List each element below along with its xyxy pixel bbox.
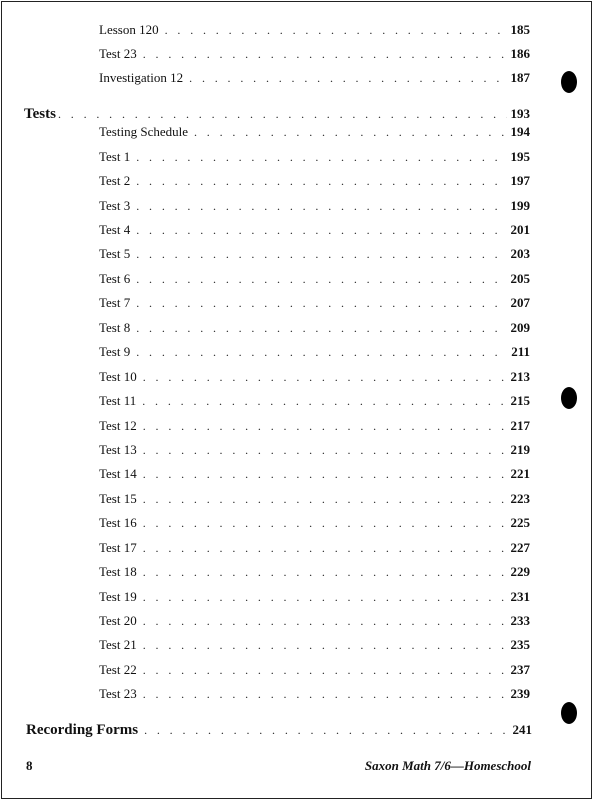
toc-entry-page: 223: [510, 491, 530, 506]
toc-entry-label: Test 16: [99, 515, 137, 530]
toc-entry-label: Test 4: [99, 222, 131, 237]
toc-section-page: 241: [512, 722, 532, 737]
toc-entry-page: 197: [510, 173, 530, 188]
toc-entry-page: 186: [510, 46, 530, 61]
dot-leader: [194, 125, 507, 140]
toc-entry-page: 237: [510, 662, 530, 677]
toc-entry-test-6: [99, 271, 530, 291]
dot-leader: [136, 199, 506, 214]
toc-entry-test-14: [99, 466, 530, 486]
toc-section-label: Recording Forms: [26, 722, 139, 738]
dot-leader: [143, 638, 507, 653]
footer-book-title: Saxon Math 7/6—Homeschool: [364, 758, 531, 773]
toc-entry-test-20: [99, 613, 530, 633]
toc-entry-page: 201: [510, 222, 530, 237]
dot-leader: [143, 467, 507, 482]
toc-entry-test-23-a: [99, 46, 530, 66]
toc-entry-test-2: [99, 173, 530, 193]
toc-entry-label: Test 15: [99, 491, 137, 506]
toc-entry-testing-schedule: [99, 124, 530, 144]
footer-page-number: 8: [26, 758, 33, 773]
toc-entry-test-16: [99, 515, 530, 535]
toc-section-label: Tests: [24, 106, 56, 122]
toc-entry-label: Lesson 120: [99, 22, 159, 37]
toc-entry-label: Test 18: [99, 564, 137, 579]
dot-leader: [136, 247, 506, 262]
toc-section-tests: [24, 106, 530, 126]
dot-leader: [142, 394, 506, 409]
toc-entry-test-11: [99, 393, 530, 413]
toc-entry-label: Test 22: [99, 662, 137, 677]
toc-entry-page: 194: [510, 124, 530, 139]
dot-leader: [143, 565, 507, 580]
dot-leader: [136, 223, 506, 238]
toc-entry-label: Test 8: [99, 320, 131, 335]
dot-leader: [136, 150, 506, 165]
toc-entry-page: 211: [511, 344, 530, 359]
toc-entry-test-4: [99, 222, 530, 242]
dot-leader: [136, 296, 506, 311]
toc-entry-page: 187: [510, 70, 530, 85]
dot-leader: [143, 687, 507, 702]
toc-entry-page: 209: [510, 320, 530, 335]
toc-entry-label: Test 21: [99, 637, 137, 652]
toc-entry-label: Test 2: [99, 173, 131, 188]
toc-entry-page: 217: [510, 418, 530, 433]
toc-entry-test-19: [99, 589, 530, 609]
toc-entry-label: Test 13: [99, 442, 137, 457]
toc-entry-test-13: [99, 442, 530, 462]
toc-entry-test-23-b: [99, 686, 530, 706]
toc-entry-test-8: [99, 320, 530, 340]
toc-entry-page: 235: [510, 637, 530, 652]
toc-entry-page: 215: [510, 393, 530, 408]
binder-hole-bottom: [561, 702, 577, 724]
toc-entry-label: Test 20: [99, 613, 137, 628]
toc-entry-label: Test 12: [99, 418, 137, 433]
toc-entry-investigation-12: [99, 70, 530, 90]
toc-entry-label: Test 3: [99, 198, 131, 213]
toc-entry-test-18: [99, 564, 530, 584]
toc-entry-page: 213: [510, 369, 530, 384]
toc-entry-page: 231: [510, 589, 530, 604]
toc-entry-page: 199: [510, 198, 530, 213]
toc-entry-label: Test 17: [99, 540, 137, 555]
toc-entry-test-21: [99, 637, 530, 657]
toc-entry-page: 229: [510, 564, 530, 579]
toc-entry-label: Investigation 12: [99, 70, 184, 85]
toc-entry-label: Test 5: [99, 246, 131, 261]
dot-leader: [136, 174, 506, 189]
toc-entry-page: 203: [510, 246, 530, 261]
toc-entry-label: Test 23: [99, 46, 137, 61]
dot-leader: [143, 443, 507, 458]
dot-leader: [144, 723, 508, 738]
dot-leader: [165, 23, 507, 38]
toc-entry-label: Testing Schedule: [99, 124, 188, 139]
toc-entry-page: 207: [510, 295, 530, 310]
toc-entry-label: Test 7: [99, 295, 131, 310]
dot-leader: [143, 370, 507, 385]
toc-entry-page: 239: [510, 686, 530, 701]
dot-leader: [189, 71, 506, 86]
toc-entry-label: Test 11: [99, 393, 137, 408]
toc-section-recording-forms: [26, 722, 532, 742]
toc-entry-test-10: [99, 369, 530, 389]
binder-hole-top: [561, 71, 577, 93]
toc-entry-page: 227: [510, 540, 530, 555]
toc-entry-test-7: [99, 295, 530, 315]
toc-entry-label: Test 19: [99, 589, 137, 604]
dot-leader: [143, 590, 507, 605]
dot-leader: [143, 663, 507, 678]
toc-section-page: 193: [510, 106, 530, 121]
binder-hole-middle: [561, 387, 577, 409]
toc-entry-test-22: [99, 662, 530, 682]
toc-entry-label: Test 10: [99, 369, 137, 384]
toc-entry-lesson-120: [99, 22, 530, 42]
toc-entry-label: Test 9: [99, 344, 131, 359]
dot-leader: [58, 107, 507, 122]
toc-entry-test-3: [99, 198, 530, 218]
dot-leader: [143, 541, 507, 556]
toc-entry-label: Test 6: [99, 271, 131, 286]
dot-leader: [143, 492, 507, 507]
toc-entry-page: 225: [510, 515, 530, 530]
toc-entry-test-9: [99, 344, 530, 364]
toc-entry-test-5: [99, 246, 530, 266]
toc-entry-page: 221: [510, 466, 530, 481]
toc-entry-page: 205: [510, 271, 530, 286]
toc-entry-page: 185: [510, 22, 530, 37]
toc-entry-page: 195: [510, 149, 530, 164]
toc-entry-test-12: [99, 418, 530, 438]
toc-entry-label: Test 23: [99, 686, 137, 701]
toc-entry-label: Test 14: [99, 466, 137, 481]
toc-entry-page: 219: [510, 442, 530, 457]
dot-leader: [143, 614, 507, 629]
toc-entry-test-15: [99, 491, 530, 511]
dot-leader: [136, 321, 506, 336]
dot-leader: [136, 272, 506, 287]
dot-leader: [143, 47, 507, 62]
toc-entry-test-1: [99, 149, 530, 169]
toc-entry-page: 233: [510, 613, 530, 628]
dot-leader: [143, 516, 507, 531]
toc-entry-test-17: [99, 540, 530, 560]
dot-leader: [143, 419, 507, 434]
dot-leader: [136, 345, 507, 360]
toc-entry-label: Test 1: [99, 149, 131, 164]
